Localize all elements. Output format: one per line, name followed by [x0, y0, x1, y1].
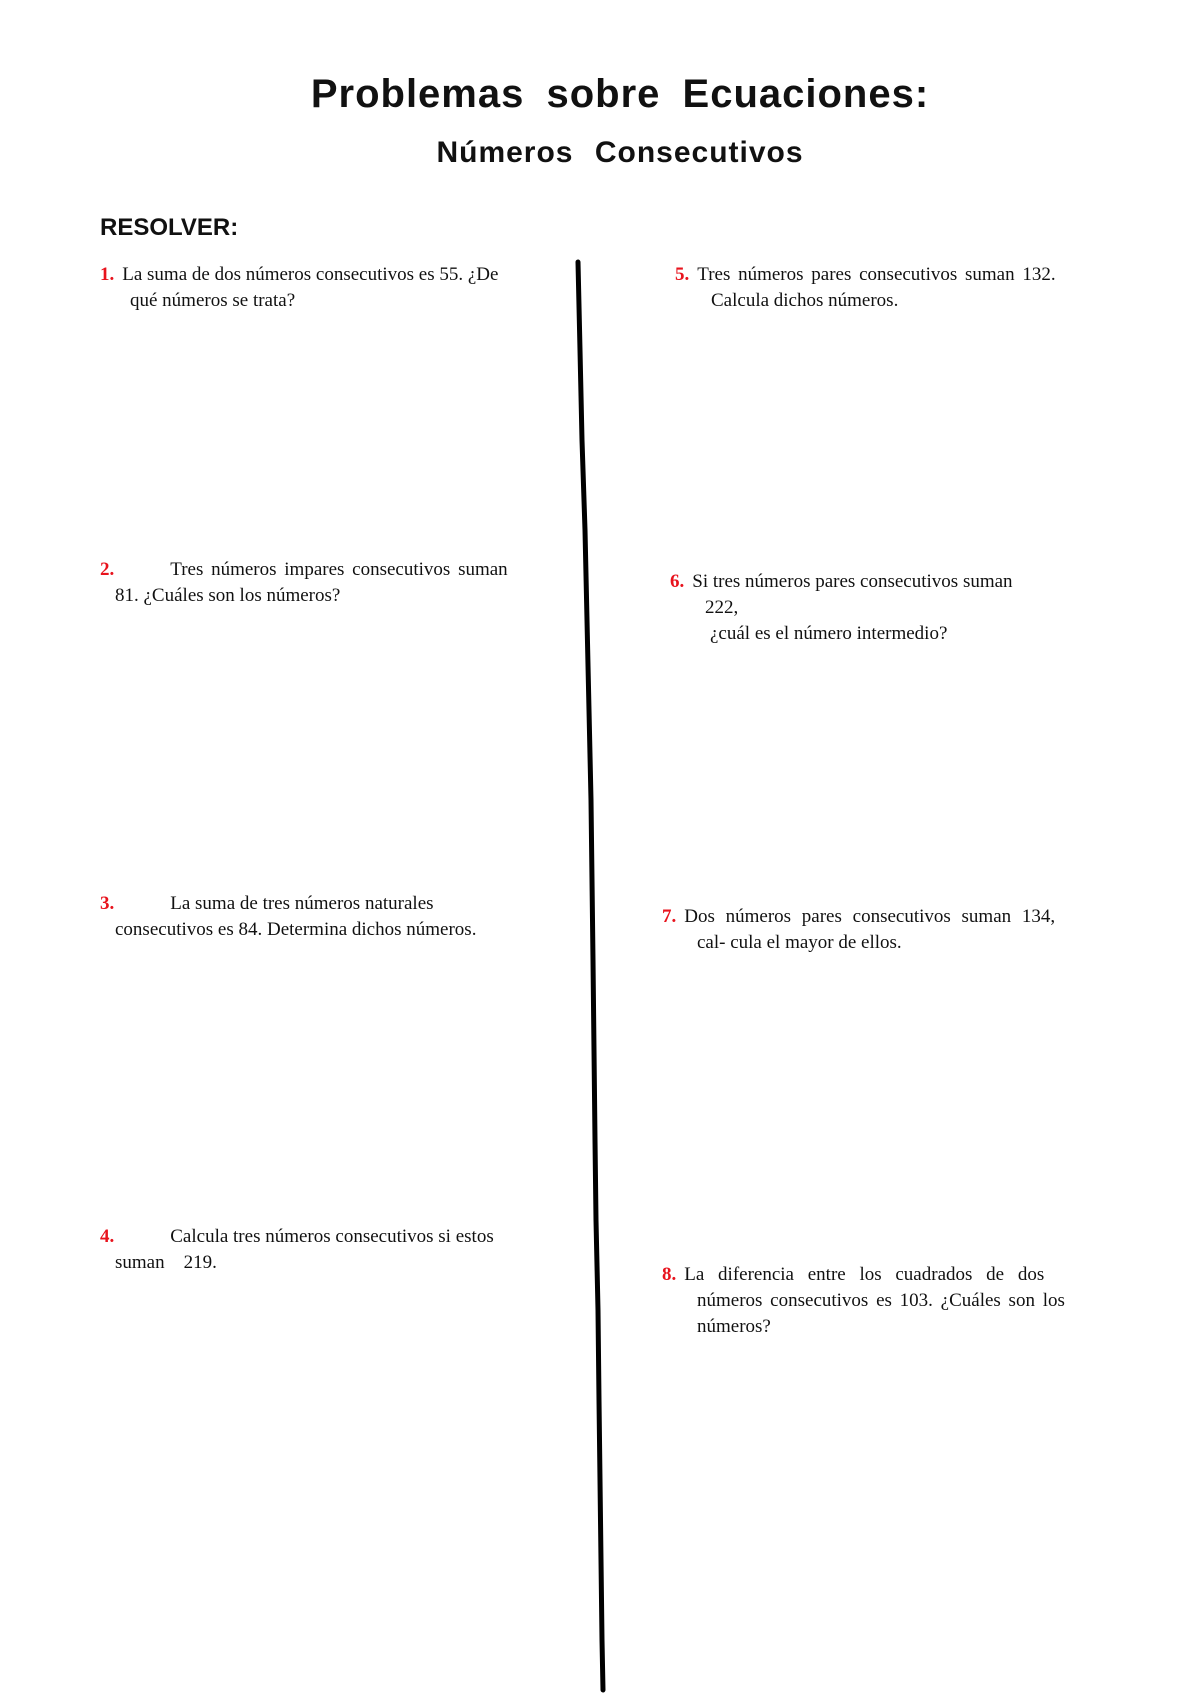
page-title: Problemas sobre Ecuaciones:	[310, 72, 930, 116]
problem-5-line-1	[675, 262, 1135, 288]
problem-8-line-2: números consecutivos es 103. ¿Cuáles son los	[697, 1290, 1065, 1311]
problem-5-number: 5.	[675, 264, 690, 285]
problem-5-text: Tres números pares consecutivos suman 132.	[697, 264, 1056, 285]
problem-3-line-2: consecutivos es 84. Determina dichos números.	[115, 919, 477, 940]
problem-8-line-3: números?	[697, 1316, 771, 1337]
problem-6	[670, 569, 1135, 647]
problem-1-text: La suma de dos números consecutivos es 55. ¿De	[122, 264, 499, 285]
problem-7	[662, 904, 1135, 956]
problem-2-line-1	[100, 557, 575, 583]
problem-1-line-1	[100, 262, 575, 288]
problem-4	[100, 1224, 575, 1276]
problem-6-text: Si tres números pares consecutivos suman	[692, 571, 1013, 592]
problem-1-number: 1.	[100, 264, 115, 285]
problem-8-line-1	[662, 1262, 1135, 1288]
problem-4-number: 4.	[100, 1226, 115, 1247]
problem-4-text: Calcula tres números consecutivos si estos	[170, 1226, 494, 1247]
problem-1-line-2: qué números se trata?	[130, 290, 296, 311]
problem-1	[100, 262, 575, 314]
problem-2	[100, 557, 575, 609]
page-subtitle: Números Consecutivos	[436, 136, 804, 169]
problem-2-number: 2.	[100, 559, 115, 580]
problem-2-text: Tres números impares consecutivos suman	[170, 559, 508, 580]
problem-5	[675, 262, 1135, 314]
problem-6-line-3: ¿cuál es el número intermedio?	[710, 623, 948, 644]
problem-6-line-2: 222,	[705, 597, 739, 618]
problem-3	[100, 891, 575, 943]
problem-4-line-1	[100, 1224, 575, 1250]
column-divider-line	[578, 262, 603, 1690]
problem-6-number: 6.	[670, 571, 685, 592]
problem-7-number: 7.	[662, 906, 677, 927]
problem-7-line-2: cal- cula el mayor de ellos.	[697, 932, 902, 953]
problem-5-line-2: Calcula dichos números.	[711, 290, 899, 311]
problem-7-line-1	[662, 904, 1135, 930]
problem-7-text: Dos números pares consecutivos suman 134,	[684, 906, 1056, 927]
section-label: RESOLVER:	[100, 214, 239, 241]
problem-3-number: 3.	[100, 893, 115, 914]
problem-2-line-2: 81. ¿Cuáles son los números?	[115, 585, 341, 606]
problem-6-line-1	[670, 569, 1135, 595]
problem-4-line-2: suman 219.	[115, 1252, 217, 1273]
problem-3-line-1	[100, 891, 575, 917]
problem-3-text: La suma de tres números naturales	[170, 893, 434, 914]
problem-8-number: 8.	[662, 1264, 677, 1285]
problem-8	[662, 1262, 1135, 1340]
problem-8-text: La diferencia entre los cuadrados de dos	[684, 1264, 1045, 1285]
